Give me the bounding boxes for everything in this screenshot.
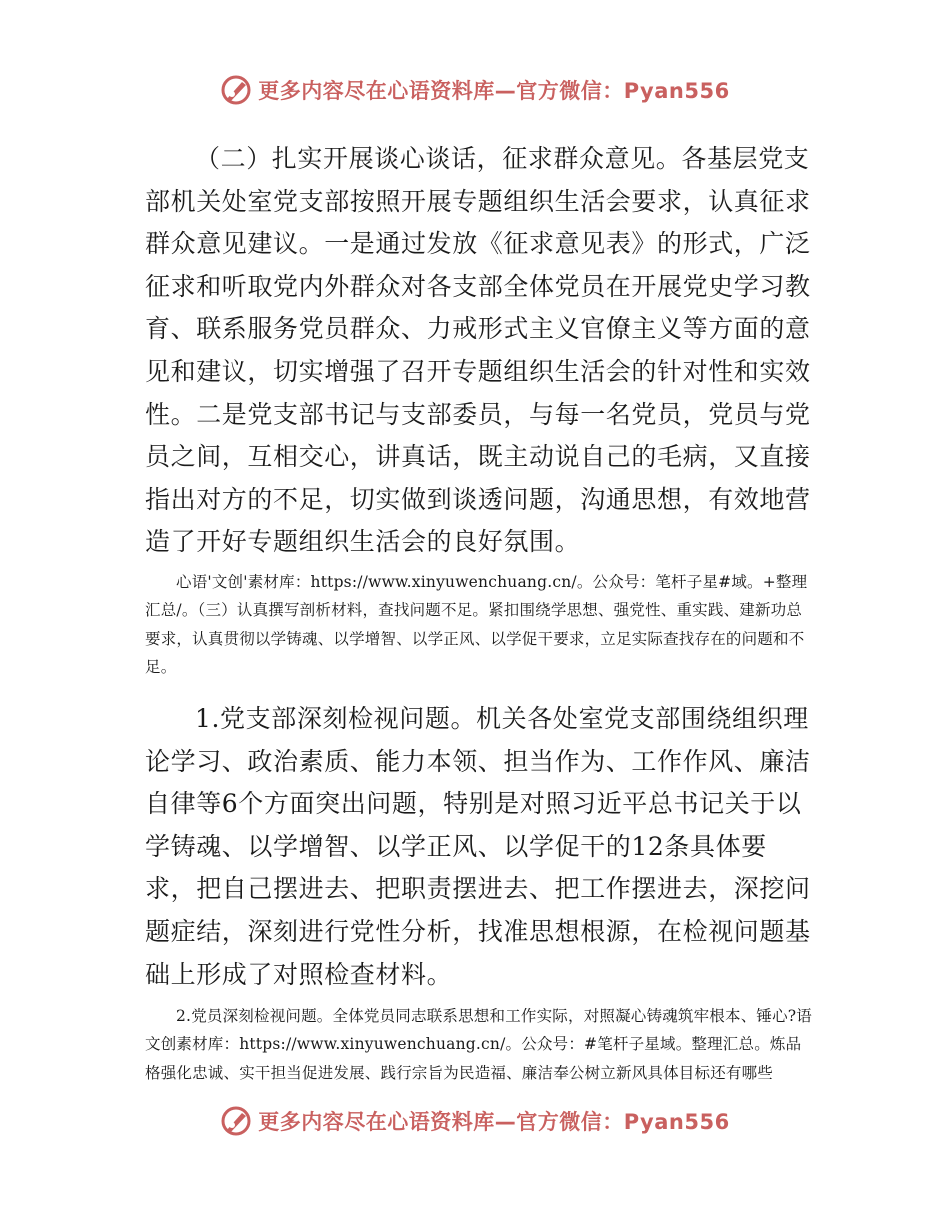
- pen-logo-icon: [220, 1105, 252, 1137]
- watermark-note-1: 心语'文创'素材库：https://www.xinyuwenchuang.cn/。公众号：笔杆子星#域。+整理汇总/。（三）认真撰写剖析材料，查找问题不足。紧扣围绕学思想、强党性、重实践、建新功总要求，认真贯彻以学铸魂、以学增智、以学正风、以学促干要求，立足实际查找存在的问题和不足。: [145, 573, 808, 676]
- watermark-note-2: 2.党员深刻检视问题。全体党员同志联系思想和工作实际，对照凝心铸魂筑牢根本、锤心?语文创素材库：https://www.xinyuwenchuang.cn/。公众号：#笔杆子星域。整理汇总。炼品格强化忠诚、实干担当促进发展、践行宗旨为民造福、廉洁奉公树立新风具体目标还有哪些: [145, 1007, 813, 1082]
- paragraph-branch-review: 1.党支部深刻检视问题。机关各处室党支部围绕组织理论学习、政治素质、能力本领、担当作为、工作作风、廉洁自律等6个方面突出问题，特别是对照习近平总书记关于以学铸魂、以学增智、以学正风、以学促干的12条具体要求，把自己摆进去、把职责摆进去、把工作摆进去，深挖问题症结，深刻进行党性分析，找准思想根源，在检视问题基础上形成了对照检查材料。: [145, 704, 811, 989]
- footer-banner-text: 更多内容尽在心语资料库—官方微信：Pyan556: [258, 1110, 730, 1134]
- header-banner-text: 更多内容尽在心语资料库—官方微信：Pyan556: [258, 79, 730, 103]
- footer-banner: [0, 1101, 950, 1141]
- header-banner: [0, 70, 950, 110]
- pen-logo-icon: [220, 74, 252, 106]
- paragraph-talks: （二）扎实开展谈心谈话，征求群众意见。各基层党支部机关处室党支部按照开展专题组织生活会要求，认真征求群众意见建议。一是通过发放《征求意见表》的形式，广泛征求和听取党内外群众对各支部全体党员在开展党史学习教育、联系服务党员群众、力戒形式主义官僚主义等方面的意见和建议，切实增强了召开专题组织生活会的针对性和实效性。二是党支部书记与支部委员，与每一名党员，党员与党员之间，互相交心，讲真话，既主动说自己的毛病，又直接指出对方的不足，切实做到谈透问题，沟通思想，有效地营造了开好专题组织生活会的良好氛围。: [145, 144, 811, 557]
